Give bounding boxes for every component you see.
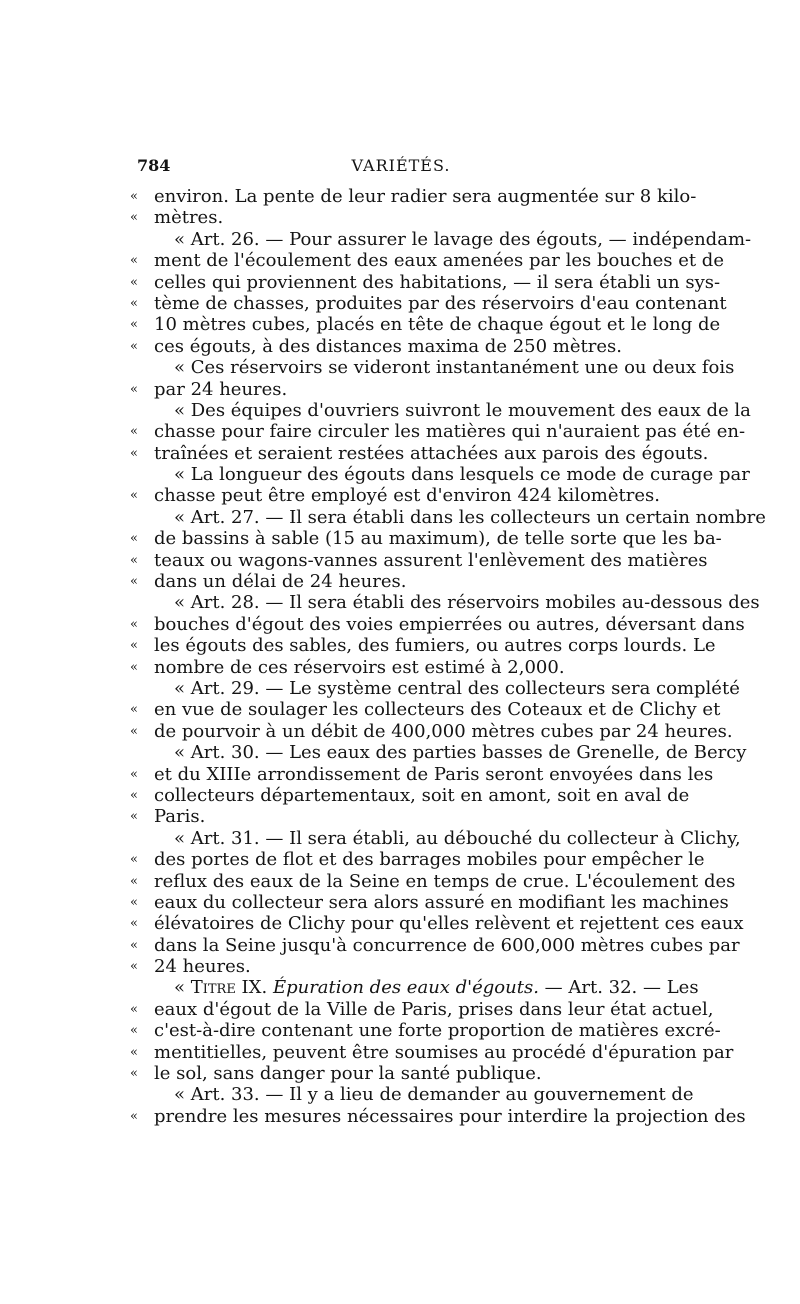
quote-marker: « (130, 616, 138, 632)
line-text: « Art. 33. — Il y a lieu de demander au gouvernement de (174, 1084, 694, 1106)
line-text: « Art. 26. — Pour assurer le lavage des égouts, — indépendam- (174, 228, 752, 250)
text-line (130, 891, 729, 913)
quote-marker (130, 229, 154, 250)
text-line (130, 228, 752, 250)
quote-marker: « (130, 1108, 138, 1124)
titre-line (130, 977, 699, 999)
body-text (130, 186, 766, 1127)
text-line (130, 720, 733, 742)
quote-marker: « (130, 488, 138, 504)
line-text: dans un délai de 24 heures. (154, 571, 407, 593)
text-line (130, 186, 697, 207)
line-text: de bassins à sable (15 au maximum), de telle sorte que les ba- (154, 528, 722, 550)
line-text: teaux ou wagons-vannes assurent l'enlèvement des matières (154, 549, 708, 571)
titre-rest: — Art. 32. — Les (538, 977, 699, 999)
text-line (130, 207, 670, 228)
text-line (130, 379, 670, 400)
line-text: reflux des eaux de la Seine en temps de crue. L'écoulement des (154, 870, 736, 892)
page-header (137, 156, 665, 180)
text-line (130, 613, 745, 635)
text-line (130, 357, 735, 379)
text-line (130, 1063, 670, 1084)
text-line (130, 571, 670, 592)
text-line (130, 956, 670, 977)
line-text: mentitielles, peuvent être soumises au procédé d'épuration par (154, 1041, 734, 1063)
line-text: « Ces réservoirs se videront instantanément une ou deux fois (174, 357, 735, 379)
line-text: environ. La pente de leur radier sera augmentée sur 8 kilo- (154, 186, 697, 207)
quote-marker: « (130, 210, 138, 226)
line-text: « Art. 27. — Il sera établi dans les collecteurs un certain nombre (174, 506, 766, 528)
line-text: « Des équipes d'ouvriers suivront le mouvement des eaux de la (174, 399, 751, 421)
quote-marker: « (130, 894, 138, 910)
text-line (130, 421, 746, 443)
line-text: « Art. 31. — Il sera établi, au débouché du collecteur à Clichy, (174, 827, 741, 849)
text-line (130, 635, 716, 657)
text-line (130, 506, 766, 528)
text-line (130, 336, 670, 357)
quote-marker: « (130, 189, 138, 204)
text-line (130, 314, 721, 336)
text-block-articles (130, 186, 766, 978)
text-line (130, 763, 714, 785)
text-line (130, 592, 760, 614)
quote-marker (130, 464, 154, 485)
text-line (130, 699, 721, 721)
quote-marker (130, 977, 154, 998)
line-text: eaux du collecteur sera alors assuré en modifiant les machines (154, 891, 729, 913)
text-line (130, 657, 670, 678)
text-line (130, 998, 714, 1020)
quote-marker: « (130, 531, 138, 547)
line-text: le sol, sans danger pour la santé publique. (154, 1063, 542, 1085)
line-text: par 24 heures. (154, 378, 288, 400)
line-text (154, 977, 699, 998)
text-line (130, 464, 750, 486)
titre-heading: Épuration des eaux d'égouts. (272, 977, 539, 999)
quote-marker: « (130, 723, 138, 739)
quote-marker: « (130, 873, 138, 889)
text-line (130, 549, 708, 571)
quote-marker (130, 400, 154, 421)
quote-marker: « (130, 787, 138, 803)
text-line (130, 934, 740, 956)
quote-marker: « (130, 295, 138, 311)
text-line (130, 784, 690, 806)
text-line (130, 1084, 694, 1106)
text-line (130, 870, 736, 892)
text-line (130, 528, 722, 550)
line-text: nombre de ces réservoirs est estimé à 2,000. (154, 656, 565, 678)
quote-marker (130, 742, 154, 763)
line-text: des portes de flot et des barrages mobiles pour empêcher le (154, 849, 705, 871)
line-text: mètres. (154, 207, 224, 229)
quote-marker: « (130, 274, 138, 290)
line-text: chasse peut être employé est d'environ 424 kilomètres. (154, 485, 660, 507)
line-text: « La longueur des égouts dans lesquels ce mode de curage par (174, 464, 750, 486)
quote-marker: « (130, 809, 138, 825)
line-text: ment de l'écoulement des eaux amenées par les bouches et de (154, 250, 724, 272)
quote-marker (130, 357, 154, 378)
line-text: et du XIIIe arrondissement de Paris seront envoyées dans les (154, 763, 714, 785)
quote-marker: « (130, 766, 138, 782)
quote-marker: « (130, 574, 138, 590)
line-text: « Art. 28. — Il sera établi des réservoirs mobiles au-dessous des (174, 592, 760, 614)
text-line (130, 292, 727, 314)
text-line (130, 1041, 734, 1063)
page-number: 784 (137, 156, 171, 175)
text-line (130, 913, 744, 935)
open-quote: « (174, 977, 191, 999)
quote-marker: « (130, 916, 138, 932)
running-title: VARIÉTÉS. (351, 156, 451, 175)
line-text: « Art. 29. — Le système central des collecteurs sera complété (174, 677, 740, 699)
text-line (130, 399, 751, 421)
line-text: collecteurs départementaux, soit en amont, soit en aval de (154, 784, 690, 806)
text-line (130, 1020, 721, 1042)
line-text: bouches d'égout des voies empierrées ou autres, déversant dans (154, 613, 745, 635)
quote-marker (130, 828, 154, 849)
text-line (130, 271, 721, 293)
line-text: Paris. (154, 806, 206, 828)
quote-marker: « (130, 381, 138, 397)
quote-marker: « (130, 338, 138, 354)
line-text: celles qui proviennent des habitations, — il sera établi un sys- (154, 271, 721, 293)
quote-marker: « (130, 1044, 138, 1060)
quote-marker: « (130, 638, 138, 654)
line-text: « Art. 30. — Les eaux des parties basses de Grenelle, de Bercy (174, 742, 747, 764)
quote-marker: « (130, 852, 138, 868)
line-text: ces égouts, à des distances maxima de 250 mètres. (154, 335, 622, 357)
quote-marker: « (130, 424, 138, 440)
line-text: c'est-à-dire contenant une forte proportion de matières excré- (154, 1020, 721, 1042)
titre-label: Titre IX. (190, 977, 268, 999)
text-line (130, 827, 741, 849)
quote-marker (130, 678, 154, 699)
quote-marker: « (130, 1066, 138, 1082)
line-text: les égouts des sables, des fumiers, ou autres corps lourds. Le (154, 635, 716, 657)
quote-marker: « (130, 1023, 138, 1039)
quote-marker: « (130, 317, 138, 333)
line-text: chasse pour faire circuler les matières qui n'auraient pas été en- (154, 421, 746, 443)
line-text: traînées et seraient restées attachées aux parois des égouts. (154, 442, 709, 464)
line-text: élévatoires de Clichy pour qu'elles relèvent et rejettent ces eaux (154, 913, 744, 935)
quote-marker (130, 507, 154, 528)
quote-marker: « (130, 659, 138, 675)
line-text: dans la Seine jusqu'à concurrence de 600,000 mètres cubes par (154, 934, 740, 956)
quote-marker: « (130, 253, 138, 269)
text-line (130, 849, 705, 871)
quote-marker: « (130, 1001, 138, 1017)
quote-marker: « (130, 702, 138, 718)
line-text: en vue de soulager les collecteurs des Coteaux et de Clichy et (154, 699, 721, 721)
line-text: de pourvoir à un débit de 400,000 mètres cubes par 24 heures. (154, 720, 733, 742)
text-line (130, 677, 740, 699)
text-line (130, 742, 747, 764)
line-text: 24 heures. (154, 956, 251, 978)
text-line (130, 250, 724, 272)
line-text: eaux d'égout de la Ville de Paris, prises dans leur état actuel, (154, 998, 714, 1020)
quote-marker (130, 1084, 154, 1105)
quote-marker: « (130, 552, 138, 568)
text-line (130, 1105, 746, 1127)
line-text: 10 mètres cubes, placés en tête de chaque égout et le long de (154, 314, 721, 336)
quote-marker: « (130, 445, 138, 461)
line-text: tème de chasses, produites par des réservoirs d'eau contenant (154, 292, 727, 314)
text-line (130, 485, 670, 506)
quote-marker (130, 592, 154, 613)
text-line (130, 806, 670, 827)
text-line (130, 442, 709, 464)
line-text: prendre les mesures nécessaires pour interdire la projection des (154, 1105, 746, 1127)
quote-marker: « (130, 937, 138, 953)
text-block-epuration (130, 998, 746, 1127)
quote-marker: « (130, 959, 138, 975)
